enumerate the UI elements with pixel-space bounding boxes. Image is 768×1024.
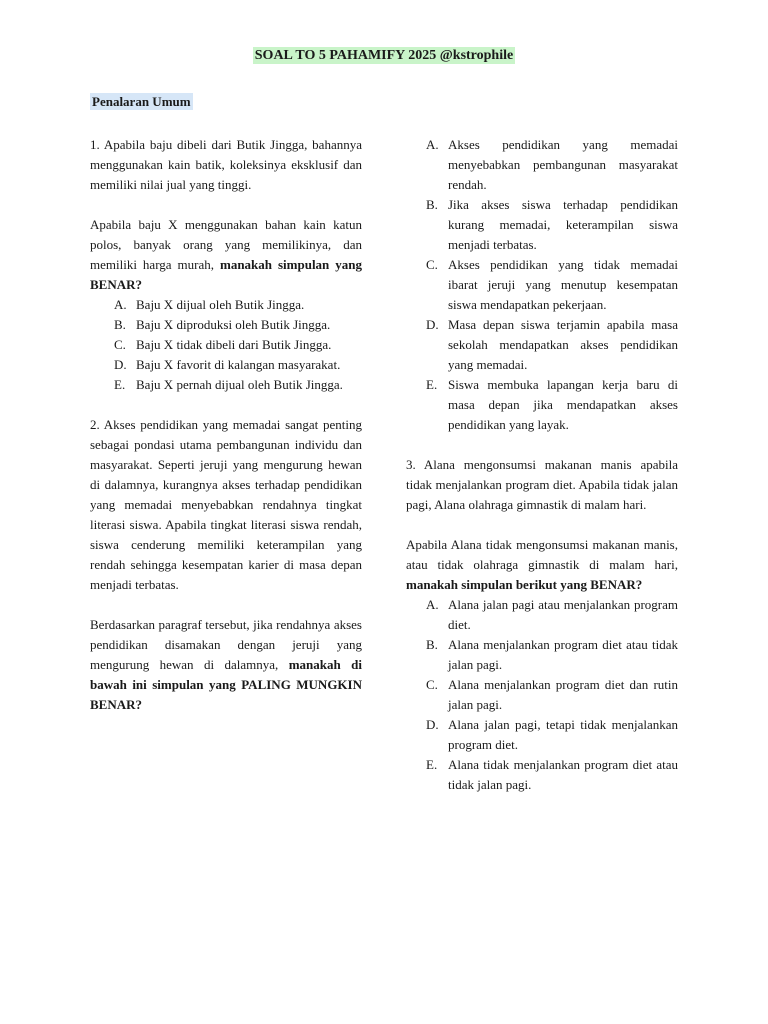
question-1 [90, 135, 362, 395]
option-item[interactable]: A. Alana jalan pagi atau menjalankan program diet. [426, 597, 678, 632]
option-item[interactable]: E. Baju X pernah dijual oleh Butik Jingga. [114, 377, 343, 392]
option-item[interactable]: B. Jika akses siswa terhadap pendidikan kurang memadai, keterampilan siswa menjadi terbatas. [426, 197, 678, 252]
option-item[interactable]: E. Siswa membuka lapangan kerja baru di masa depan jika mendapatkan akses pendidikan yang layak. [426, 377, 678, 432]
question-2-stem: 2. Akses pendidikan yang memadai sangat penting sebagai pondasi utama pembangunan individu dan masyarakat. Seperti jeruji yang mengurung hewan di dalamnya, kurangnya akses terhadap pendidikan yang memadai menyebabkan rendahnya tingkat literasi siswa. Apabila tingkat literasi siswa rendah, siswa cenderung memiliki keterampilan yang rendah sehingga kesempatan karier di masa depan menjadi terbatas. [90, 417, 362, 592]
question-3 [406, 455, 678, 795]
option-item[interactable]: B. Baju X diproduksi oleh Butik Jingga. [114, 317, 331, 332]
question-3-premise: Apabila Alana tidak mengonsumsi makanan manis, atau tidak olahraga gimnastik di malam hari, manakah simpulan berikut yang BENAR? [406, 537, 678, 592]
option-item[interactable]: C. Akses pendidikan yang tidak memadai ibarat jeruji yang menutup kesempatan siswa mendapatkan pekerjaan. [426, 257, 678, 312]
question-3-stem: 3. Alana mengonsumsi makanan manis apabila tidak menjalankan program diet. Apabila tidak jalan pagi, Alana olahraga gimnastik di malam hari. [406, 457, 678, 512]
question-1-options [90, 295, 362, 395]
question-1-premise: Apabila baju X menggunakan bahan kain katun polos, banyak orang yang memilikinya, dan memiliki harga murah, manakah simpulan yang BENAR? [90, 217, 362, 292]
question-2-options [406, 135, 678, 435]
question-2 [90, 415, 362, 715]
option-item[interactable]: C. Alana menjalankan program diet dan rutin jalan pagi. [426, 677, 678, 712]
option-item[interactable]: B. Alana menjalankan program diet atau tidak jalan pagi. [426, 637, 678, 672]
option-item[interactable]: A. Akses pendidikan yang memadai menyebabkan pembangunan masyarakat rendah. [426, 137, 678, 192]
question-3-options [406, 595, 678, 795]
document-title: SOAL TO 5 PAHAMIFY 2025 @kstrophile [254, 48, 514, 63]
option-item[interactable]: E. Alana tidak menjalankan program diet atau tidak jalan pagi. [426, 757, 678, 792]
option-item[interactable]: D. Baju X favorit di kalangan masyarakat. [114, 357, 341, 372]
option-item[interactable]: A. Baju X dijual oleh Butik Jingga. [114, 297, 305, 312]
option-item[interactable]: C. Baju X tidak dibeli dari Butik Jingga. [114, 337, 332, 352]
option-item[interactable]: D. Masa depan siswa terjamin apabila masa sekolah mendapatkan akses pendidikan yang memadai. [426, 317, 678, 372]
question-1-stem: 1. Apabila baju dibeli dari Butik Jingga, bahannya menggunakan kain batik, koleksinya eksklusif dan memiliki nilai jual yang tinggi. [90, 137, 362, 192]
option-item[interactable]: D. Alana jalan pagi, tetapi tidak menjalankan program diet. [426, 717, 678, 752]
left-column [90, 135, 362, 715]
question-2-prompt: Berdasarkan paragraf tersebut, jika rendahnya akses pendidikan disamakan dengan jeruji yang mengurung hewan di dalamnya, manakah di bawah ini simpulan yang PALING MUNGKIN BENAR? [90, 617, 362, 712]
section-heading: Penalaran Umum [92, 94, 191, 109]
right-column [406, 135, 678, 795]
